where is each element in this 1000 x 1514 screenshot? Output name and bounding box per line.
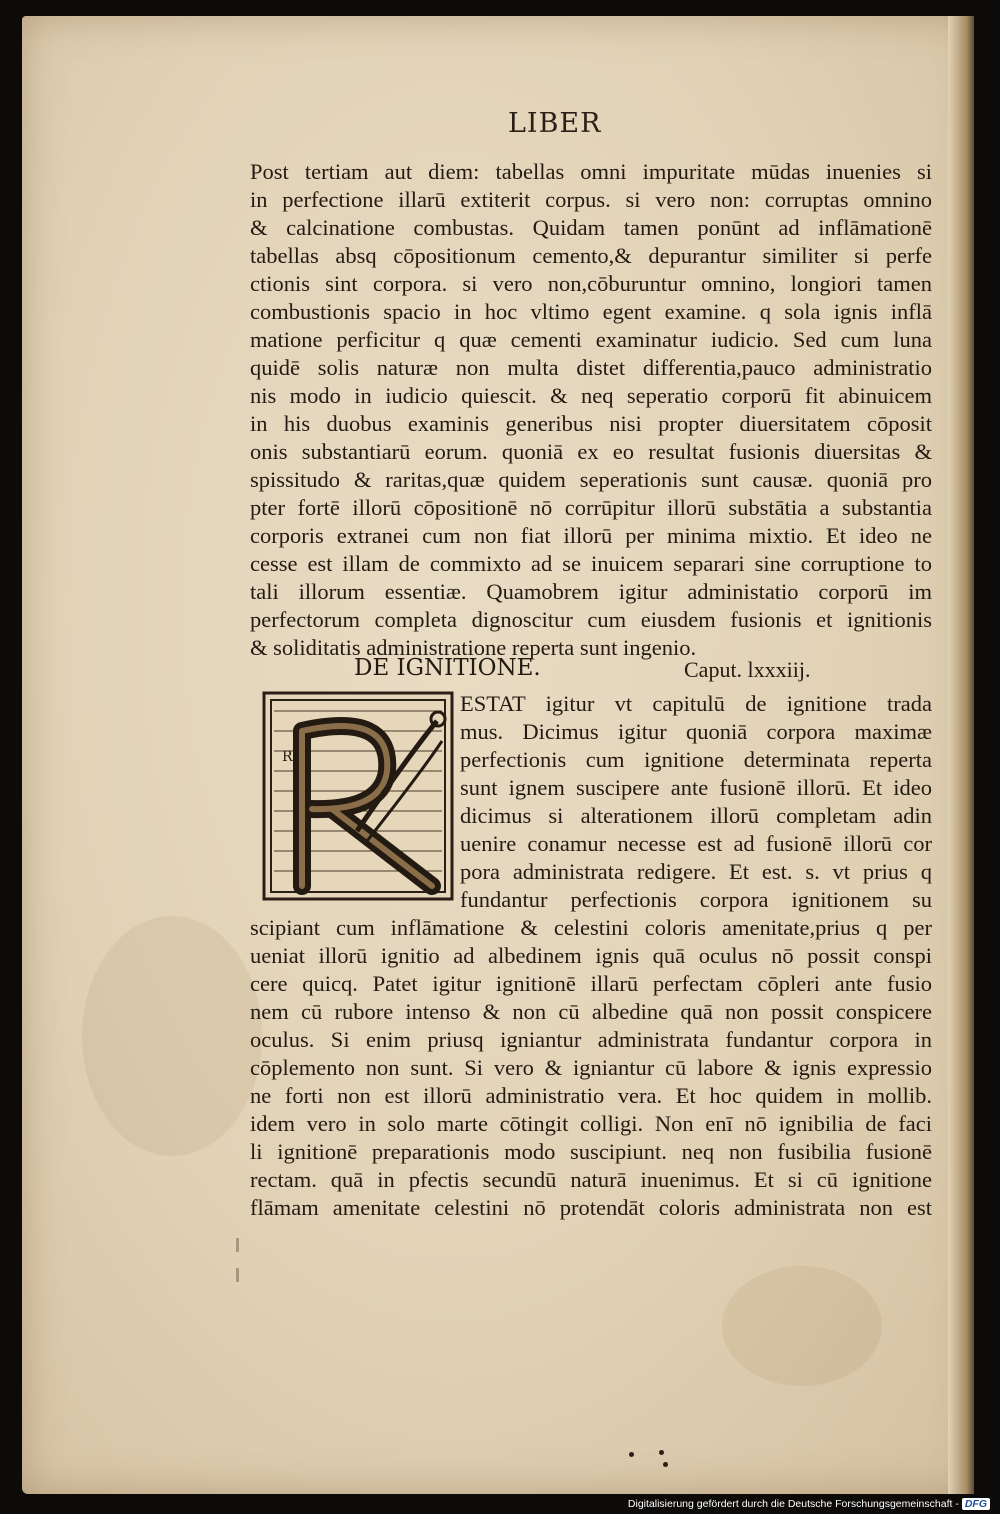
text-line: nem cū rubore intenso & non cū albedine quā non possit conspicere (250, 999, 932, 1024)
text-line: nis modo in iudicio quiescit. & neq seperatio corporū fit abinuicem (250, 383, 932, 408)
text-line: perfectorum completa dignoscitur cum eiusdem fusionis et ignitionis (250, 607, 932, 632)
text-line: fundantur perfectionis corpora ignitionem su (460, 887, 932, 912)
text-line: Post tertiam aut diem: tabellas omni impuritate mūdas inuenies si (250, 159, 932, 184)
text-line: ne forti non est illorū administratio vera. Et hoc quidem in mollib. (250, 1083, 932, 1108)
signature-mark (625, 1450, 685, 1470)
text-line: cōplemento non sunt. Si vero & igniantur cū labore & ignis expressio (250, 1055, 932, 1080)
text-line: combustionis spacio in hoc vltimo egent examine. q sola ignis inflā (250, 299, 932, 324)
woodcut-initial-r-icon (262, 691, 454, 901)
chapter-number: Caput. lxxxiij. (684, 657, 811, 682)
text-line: mus. Dicimus igitur quoniā corpora maximæ (460, 719, 932, 744)
margin-mark (236, 1238, 239, 1252)
text-line: corporis extranei cum non fiat illorū per minima mixtio. Et ideo ne (250, 523, 932, 548)
digitization-credit (628, 1498, 990, 1510)
text-line: onis substantiarū eorum. quoniā ex eo resultat fusionis diuersitas & (250, 439, 932, 464)
text-line: ueniat illorū ignitio ad albedinem ignis quā oculus nō possit conspi (250, 943, 932, 968)
chapter-heading (354, 655, 954, 689)
text-line: ESTAT igitur vt capitulū de ignitione trada (460, 691, 932, 716)
text-line: flāmam amenitate celestini nō protendāt coloris administrata non est (250, 1195, 932, 1220)
chapter-title: DE IGNITIONE. (354, 655, 541, 681)
text-line: quidē solis naturæ non multa distet differentia,pauco administratio (250, 355, 932, 380)
text-line: in perfectione illarū extiterit corpus. si vero non: corruptas omnino (250, 187, 932, 212)
text-line: sunt ignem suscipere ante fusionē illorū. Et ideo (460, 775, 932, 800)
credit-text: Digitalisierung gefördert durch die Deutsche Forschungsgemeinschaft - (627, 1498, 959, 1510)
text-line: uenire conamur necesse est ad fusionē illorū cor (460, 831, 932, 856)
text-line: li ignitionē preparationis modo suscipiunt. neq non fusibilia fusionē (250, 1139, 932, 1164)
text-line: cesse est illam de commixto ad se inuicem separari sine corruptione to (250, 551, 932, 576)
paper-stain (722, 1266, 882, 1386)
text-line: tali illorum essentiæ. Quamobrem igitur administatio corporū im (250, 579, 932, 604)
text-line: ctionis sint corpora. si vero non,cōburuntur omnino, longiori tamen (250, 271, 932, 296)
paper-stain (82, 916, 262, 1156)
text-line: perfectionis cum ignitione determinata reperta (460, 747, 932, 772)
text-line: cere quicq. Patet igitur ignitionē illarū perfectam cōpleri ante fusio (250, 971, 932, 996)
text-line: matione perficitur q quæ cementi examinatur iudicio. Sed cum luna (250, 327, 932, 352)
text-line: tabellas absq cōpositionum cemento,& depurantur similiter si perfe (250, 243, 932, 268)
text-line: & calcinatione combustas. Quidam tamen ponūnt ad inflāmationē (250, 215, 932, 240)
margin-mark (236, 1268, 239, 1282)
initial-letter: R (282, 749, 293, 765)
text-line: pora administrata redigere. Et est. s. vt prius q (460, 859, 932, 884)
dfg-logo: DFG (962, 1498, 990, 1510)
text-line: idem vero in solo marte cōtingit colligi. Non enī nō ignibilia de faci (250, 1111, 932, 1136)
dot-mark (663, 1462, 668, 1467)
text-line: dicimus si alterationem illorū completam adin (460, 803, 932, 828)
dot-mark (659, 1450, 664, 1455)
running-header: LIBER (508, 108, 602, 139)
text-line: pter fortē illorū cōpositionē nō corrūpitur illorū substātia a substantia (250, 495, 932, 520)
page-gutter (948, 16, 974, 1494)
text-line: spissitudo & raritas,quæ quidem seperationis sunt causæ. quoniā pro (250, 467, 932, 492)
text-line: rectam. quā in pfectis secundū naturā inuenimus. Et si cū ignitione (250, 1167, 932, 1192)
dot-mark (629, 1452, 634, 1457)
text-line: scipiant cum inflāmatione & celestini coloris amenitate,prius q per (250, 915, 932, 940)
decorated-initial (262, 691, 454, 901)
text-line: in his duobus examinis generibus nisi propter diuersitatem cōposit (250, 411, 932, 436)
text-line: & soliditatis administratione reperta sunt ingenio. (250, 635, 697, 660)
text-line: oculus. Si enim priusq igniantur administrata fundantur corpora in (250, 1027, 932, 1052)
